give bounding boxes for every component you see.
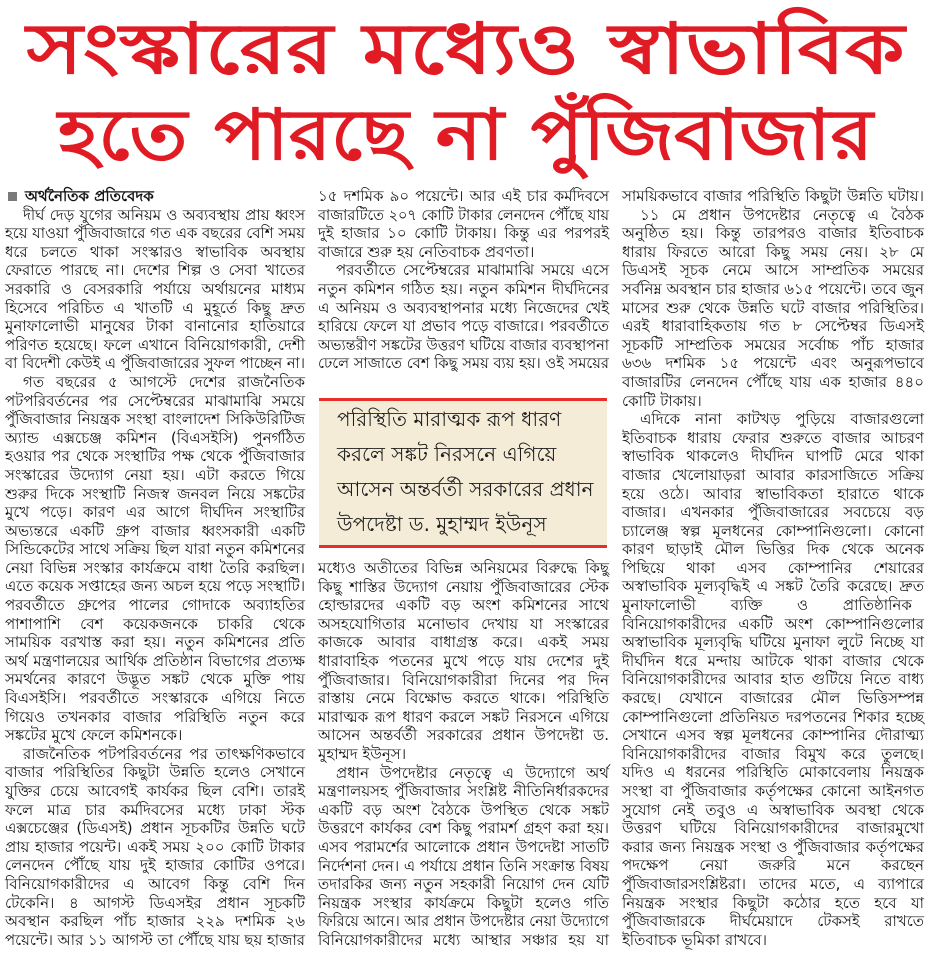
article-text-line: গত বছরের ৫ আগস্টে দেশের রাজনৈতিক xyxy=(23,372,305,391)
article-text-line: বিনিয়োগকারীদের আবার হাত গুটিয়ে নিতে বাধ্য xyxy=(622,670,924,689)
article-text-line: দুই হাজার ১০ কোটি টাকায়। কিন্তু এর পরপরই xyxy=(318,224,609,243)
article-text-line: যুক্তির চেয়ে আবেগই কার্যকর ছিল বেশি। তারই xyxy=(5,782,305,800)
pull-quote-box xyxy=(319,398,607,548)
article-text-line: পুঁজিবাজারসংশ্লিষ্টরা। তাদের মতে, এ ব্যাপারে xyxy=(622,874,924,893)
article-text-line: করার জন্য নিয়ন্ত্রক সংস্থা ও পুঁজিবাজার কর্তৃপক্ষের xyxy=(622,837,924,856)
article-text-line: লেনদেন পৌঁছে যায় দুই হাজার কোটির ওপরে। xyxy=(5,856,305,875)
article-text-line: করছে। যেখানে বাজারের মৌল ভিত্তিসম্পন্ন xyxy=(622,689,924,708)
article-text-line: হিসেবে পরিচিত এ খাতটি এ মুহূর্তে কিছু দ্রুত xyxy=(5,298,305,317)
article-text-line: মন্ত্রণালয়সহ পুঁজিবাজার সংশ্লিষ্ট নীতিনির্ধারকদের xyxy=(318,782,609,801)
article-text-line: হারিয়ে ফেলে যা প্রভাব পড়ে বাজারে। পরবর্তীতে xyxy=(318,317,609,336)
article-text-line: তদারকির জন্য নতুন সহকারী নিয়োগ দেন যেটি xyxy=(318,875,609,894)
article-text-line: বিএসইসি। পরবর্তীতে সংস্কারকে এগিয়ে নিতে xyxy=(5,689,305,708)
article-text-line: সংস্কারের উদ্যোগ নেয়া হয়। এটা করতে গিয়ে xyxy=(5,465,305,484)
article-text-line: আসেন অন্তর্বর্তী সরকারের প্রধান উপদেষ্টা ড. xyxy=(318,726,609,745)
article-column-3 xyxy=(622,187,924,949)
article-text-line: ফলে মাত্র চার কর্মদিবসের মধ্যে ঢাকা স্টক xyxy=(5,800,305,819)
article-text-line: এ অনিয়ম ও অব্যবস্থাপনার মধ্যে নিজেদের খেই xyxy=(318,298,609,317)
pull-quote-line: আসেন অন্তর্বর্তী সরকারের প্রধান xyxy=(337,477,594,501)
article-text-line: মারাত্মক রূপ ধারণ করলে সঙ্কট নিরসনে এগিয়ে xyxy=(318,707,609,726)
article-text-line: ১১ মে প্রধান উপদেষ্টার নেতৃত্বে এ বৈঠক xyxy=(640,205,924,224)
article-text-line: বাজারটির লেনদেন পৌঁছে যায় এক হাজার ৪৪০ xyxy=(622,372,924,391)
article-text-line: মাসের শুরু থেকে উন্নতি ঘটে বাজার পরিস্থিতির। xyxy=(622,298,924,317)
article-text-line: বিনিয়োগকারীদের বাজার বিমুখ করে তুলছে। xyxy=(622,744,924,763)
article-text-line: পরিণত হয়েছে। ফলে এখানে বিনিয়োগকারী, দেশী xyxy=(5,335,305,354)
article-text-line: এরই ধারাবাহিকতায় গত ৮ সেপ্টেম্বর ডিএসই xyxy=(622,317,924,336)
article-text-line: গিয়েও তখনকার বাজার পরিস্থিতি নতুন করে xyxy=(5,707,305,726)
article-text-line: দীর্ঘদিন ধরে মন্দায় আটকে থাকা বাজার থেকে xyxy=(622,651,924,670)
article-text-line: টেকেনি। ৪ আগস্ট ডিএসইর প্রধান সূচকটি xyxy=(5,893,305,912)
article-text-line: অভ্যন্তরে একটি গ্রুপ বাজার ধ্বংসকারী একটি xyxy=(5,521,305,540)
article-text-line: পরবর্তীতে গ্রুপের পালের গোদাকে অব্যাহতির xyxy=(5,596,305,615)
article-text-line: কিছু শাস্তির উদ্যোগ নেয়ায় পুঁজিবাজারের স্টেক xyxy=(318,577,609,596)
article-text-line: একটি বড় অংশ বৈঠকে উপস্থিত থেকে সঙ্কট xyxy=(318,800,609,819)
article-text-line: ইতিবাচক ধারায় ফেরার শুরুতে বাজার আচরণ xyxy=(622,428,924,447)
article-text-line: মুখে পড়ে। কারণ এর আগে দীর্ঘদিন সংস্থাটির xyxy=(5,503,305,522)
article-text-line: এক্সচেঞ্জের (ডিএসই) প্রধান সূচকটির উন্নতি ঘটে xyxy=(5,819,305,838)
article-text-line: পুঁজিবাজার। বিনিয়োগকারীরা দিনের পর দিন xyxy=(318,670,609,689)
article-text-line: মুনাফালোভী ব্যক্তি ও প্রাতিষ্ঠানিক xyxy=(622,596,912,615)
article-text-line: চ্যালেঞ্জ স্বল্প মূলধনের কোম্পানিগুলো। কোনো xyxy=(622,521,924,540)
article-text-line: ঢেলে সাজাতে বেশ কিছু সময় ব্যয় হয়। ওই সময়ের xyxy=(318,354,609,373)
article-text-line: মুহাম্মদ ইউনূস। xyxy=(318,744,407,763)
article-text-line: শুরুর দিকে সংস্থাটি নিজস্ব জনবল নিয়ে সঙ্কটের xyxy=(5,484,305,503)
article-text-line: ধরে চলতে থাকা সংস্কারও স্বাভাবিক অবস্থায় xyxy=(5,242,305,261)
article-text-line: বিনিয়োগকারীদের এ আবেগ কিন্তু বেশি দিন xyxy=(5,874,305,893)
pull-quote-line: পরিস্থিতি মারাত্মক রূপ ধারণ xyxy=(337,407,562,431)
article-text-line: উত্তরণে কার্যকর বেশ কিছু পরামর্শ গ্রহণ করা হয়। xyxy=(318,819,609,838)
article-text-line: কোম্পানিগুলো প্রতিনিয়ত দরপতনের শিকার হচ্ছে xyxy=(622,707,924,726)
pull-quote-line: উপদেষ্টা ড. মুহাম্মদ ইউনূস xyxy=(337,512,547,536)
byline xyxy=(5,187,305,206)
article-text-line: পাশাপাশি বেশ কয়েকজনকে চাকরি থেকে xyxy=(5,614,305,633)
article-text-line: নতুন কমিশন গঠিত হয়। নতুন কমিশন দীর্ঘদিনের xyxy=(318,279,609,298)
article-text-line: সূচকটি সাম্প্রতিক সময়ের সর্বোচ্চ পাঁচ হাজার xyxy=(622,335,924,354)
article-text-line: রাজনৈতিক পটপরিবর্তনের পর তাৎক্ষণিকভাবে xyxy=(23,744,305,763)
article-text-line: সাময়িকভাবে বাজার পরিস্থিতি কিছুটা উন্নতি ঘটায়। xyxy=(622,187,924,205)
article-text-line: যদিও এ ধরনের পরিস্থিতি মোকাবেলায় নিয়ন্ত্রক xyxy=(622,763,924,782)
article-text-line: পটপরিবর্তনের পর সেপ্টেম্বরের মাঝামাঝি সময়ে xyxy=(5,391,305,410)
article-text-line: বাজারটিতে ২০৭ কোটি টাকার লেনদেন পৌঁছে যায় xyxy=(318,205,609,224)
article-text-line: বাজার খেলোয়াড়রা আবার কারসাজিতে সক্রিয় xyxy=(622,465,924,484)
article-text-line: কাজকে আবার বাধাগ্রস্ত করে। একই সময় xyxy=(318,633,609,652)
article-text-line: হোল্ডারদের একটি বড় অংশ কমিশনের সাথে xyxy=(318,596,609,615)
article-text-line: সেখানে এসব স্বল্প মূলধনের কোম্পানির দৌরাত্ম্য xyxy=(622,726,924,745)
article-text-line: মধ্যেও অতীতের বিভিন্ন অনিয়মের বিরুদ্ধে কিছু xyxy=(318,559,609,577)
article-text-line: অ্যান্ড এক্সচেঞ্জ কমিশন (বিএসইসি) পুনর্গঠিত xyxy=(5,428,305,447)
article-text-line: বাজার। এখনকার পুঁজিবাজারের সবচেয়ে বড় xyxy=(622,503,924,522)
article-text-line: অর্থ মন্ত্রণালয়ের আর্থিক প্রতিষ্ঠান বিভাগের প্রত্যক্ষ xyxy=(5,651,305,670)
article-text-line: মুনাফালোভী মানুষের টাকা বানানোর হাতিয়ারে xyxy=(5,317,305,336)
article-text-line: সরকারি ও বেসরকারি পর্যায়ে অর্থায়নের মাধ্যম xyxy=(5,279,305,298)
article-text-line: পরবর্তীতে সেপ্টেম্বরের মাঝামাঝি সময়ে এসে xyxy=(336,261,609,280)
headline-line-1: সংস্কারের মধ্যেও স্বাভাবিক xyxy=(26,8,905,90)
article-text-line: সুযোগ নেই তবুও এ অস্বাভাবিক অবস্থা থেকে xyxy=(622,800,924,819)
article-text-line: অনুষ্ঠিত হয়। কিন্তু তারপরও বাজার ইতিবাচক xyxy=(622,224,924,243)
article-text-line: অবস্থান করছিল পাঁচ হাজার ২২৯ দশমিক ২৬ xyxy=(5,912,305,931)
article-text-line: নিয়ন্ত্রক সংস্থার কিছুটা কঠোর হতে হবে যা xyxy=(622,893,924,912)
article-text-line: নেয়া বিভিন্ন সংস্কার কার্যক্রমে বাধা তৈরি করছিল। xyxy=(5,558,305,577)
article-text-line: অস্বাভাবিক মূল্যবৃদ্ধিই এ সঙ্কট তৈরি করেছে। দ্রুত xyxy=(622,577,924,596)
article-text-line: ইতিবাচক ভূমিকা রাখবে। xyxy=(622,930,768,949)
article-text-line: বিনিয়োগকারীদের মধ্যে আস্থার সঞ্চার হয় যা xyxy=(318,930,609,949)
article-text-line: সঙ্কটের মুখে ফেলে কমিশনকে। xyxy=(5,726,183,745)
article-text-line: নির্দেশনা দেন। এ পর্যায়ে প্রধান তিনি সংক্রান্ত বিষয় xyxy=(318,856,609,875)
article-text-line: ডিএসই সূচক নেমে আসে সাম্প্রতিক সময়ের xyxy=(622,261,924,280)
article-text-line: এতে কয়েক সপ্তাহের জন্য অচল হয়ে পড়ে সংস্থাটি। xyxy=(5,577,305,596)
article-text-line: ধারাবাহিক পতনের মুখে পড়ে যায় দেশের দুই xyxy=(318,651,609,670)
article-column-2-top xyxy=(318,187,609,373)
pull-quote-line: করলে সঙ্কট নিরসনে এগিয়ে xyxy=(337,442,557,466)
article-text-line: বিনিয়োগকারীদের একটি অংশ কোম্পানিগুলোর xyxy=(622,614,924,633)
article-text-line: বা বিদেশী কেউই এ পুঁজিবাজারের সুফল পাচ্ছেন না। xyxy=(5,354,305,373)
article-text-line: কোটি টাকায়। xyxy=(622,391,702,410)
byline-text: অর্থনৈতিক প্রতিবেদক xyxy=(25,187,154,205)
article-text-line: সাময়িক বরখাস্ত করা হয়। নতুন কমিশনের প্রতি xyxy=(5,633,305,652)
article-text-line: ফিরিয়ে আনে। আর প্রধান উপদেষ্টার নেয়া উদ্যোগে xyxy=(318,912,609,931)
article-text-line: পুঁজিবাজার নিয়ন্ত্রক সংস্থা বাংলাদেশ সিকিউরিটিজ xyxy=(5,410,305,429)
article-text-line: দীর্ঘ দেড় যুগের অনিয়ম ও অব্যবস্থায় প্রায় ধ্বংস xyxy=(23,205,305,224)
article-text-line: বাজার পরিস্থিতির কিছুটা উন্নতি হলেও সেখানে xyxy=(5,763,305,782)
article-text-line: সর্বনিম্ন অবস্থান চার হাজার ৬১৫ পয়েন্টে। তবে জুন xyxy=(622,279,924,298)
article-column-1 xyxy=(5,187,305,949)
square-bullet-icon xyxy=(8,192,17,201)
article-text-line: প্রায় হাজার পয়েন্ট। একই সময় ২০০ কোটি টাকার xyxy=(5,837,305,856)
article-text-line: পুঁজিবাজারকে দীর্ঘমেয়াদে টেকসই রাখতে xyxy=(622,912,924,931)
article-text-line: রাস্তায় নেমে বিক্ষোভ করতে থাকে। পরিস্থিতি xyxy=(318,689,609,708)
article-text-line: হয়ে যাওয়া পুঁজিবাজারে গত এক বছরের বেশি সময় xyxy=(5,224,305,243)
article-text-line: কারণ ছাড়াই মৌল ভিত্তির দিক থেকে অনেক xyxy=(622,540,924,559)
article-text-line: পদক্ষেপ নেয়া জরুরি মনে করছেন xyxy=(622,856,924,875)
article-text-line: উত্তরণ ঘটিয়ে বিনিয়োগকারীদের বাজারমুখো xyxy=(622,819,924,838)
article-text-line: প্রধান উপদেষ্টার নেতৃত্বে এ উদ্যোগে অর্থ xyxy=(336,763,609,782)
article-text-line: ১৫ দশমিক ৯০ পয়েন্টে। আর এই চার কর্মদিবসে xyxy=(318,187,609,205)
article-text-line: নিয়ন্ত্রক সংস্থার কার্যক্রমে কিছুটা হলেও গতি xyxy=(318,893,609,912)
article-text-line: ধারায় ফিরতে আরো কিছু সময় নেয়। ২৮ মে xyxy=(622,242,924,261)
article-text-line: সংস্থা বা পুঁজিবাজার কর্তৃপক্ষের কোনো আইনগত xyxy=(622,782,924,800)
headline-line-2: হতে পারছে না পুঁজিবাজার xyxy=(58,94,874,176)
article-text-line: সিন্ডিকেটের সাথে সক্রিয় ছিল যারা নতুন কমিশনের xyxy=(5,540,305,559)
article-text-line: ৬৩৬ দশমিক ১৫ পয়েন্টে এবং অনুরূপভাবে xyxy=(622,354,924,373)
article-text-line: হওয়ার পর থেকে সংস্থাটির পক্ষ থেকে পুঁজিবাজার xyxy=(5,447,305,466)
article-text-line: অসহযোগিতার মনোভাব দেখায় যা সংস্কারের xyxy=(318,614,609,633)
article-text-line: বাজারে শুরু হয় নেতিবাচক প্রবণতা। xyxy=(318,242,535,261)
article-text-line: অস্বাভাবিক মূল্যবৃদ্ধি ঘটিয়ে মুনাফা লুটে নিচ্ছে যা xyxy=(622,633,924,652)
article-column-2-bottom xyxy=(318,559,609,949)
article-text-line: ফেরাতে পারছে না। দেশের শিল্প ও সেবা খাতের xyxy=(5,261,305,280)
article-text-line: এদিকে নানা কাটখড় পুড়িয়ে বাজারগুলো xyxy=(640,410,924,429)
article-text-line: পয়েন্টে। আর ১১ আগস্ট তা পৌঁছে যায় ছয় হাজার xyxy=(5,930,305,949)
article-text-line: পিছিয়ে থাকা এসব কোম্পানির শেয়ারের xyxy=(622,558,924,577)
article-text-line: স্বাভাবিক থাকলেও দীর্ঘদিন ঘাপটি মেরে থাকা xyxy=(622,447,924,466)
article-text-line: হয়ে ওঠে। আবার স্বাভাবিকতা হারাতে থাকে xyxy=(622,484,924,503)
article-text-line: এসব পরামর্শের আলোকে প্রধান উপদেষ্টা সাতটি xyxy=(318,837,609,856)
article-text-line: সমর্থনের কারণে উদ্ভূত সঙ্কট থেকে মুক্তি পায় xyxy=(5,670,305,689)
article-text-line: অভ্যন্তরীণ সঙ্কটের উত্তরণ ঘটিয়ে বাজার ব্যবস্থাপনা xyxy=(318,335,609,354)
